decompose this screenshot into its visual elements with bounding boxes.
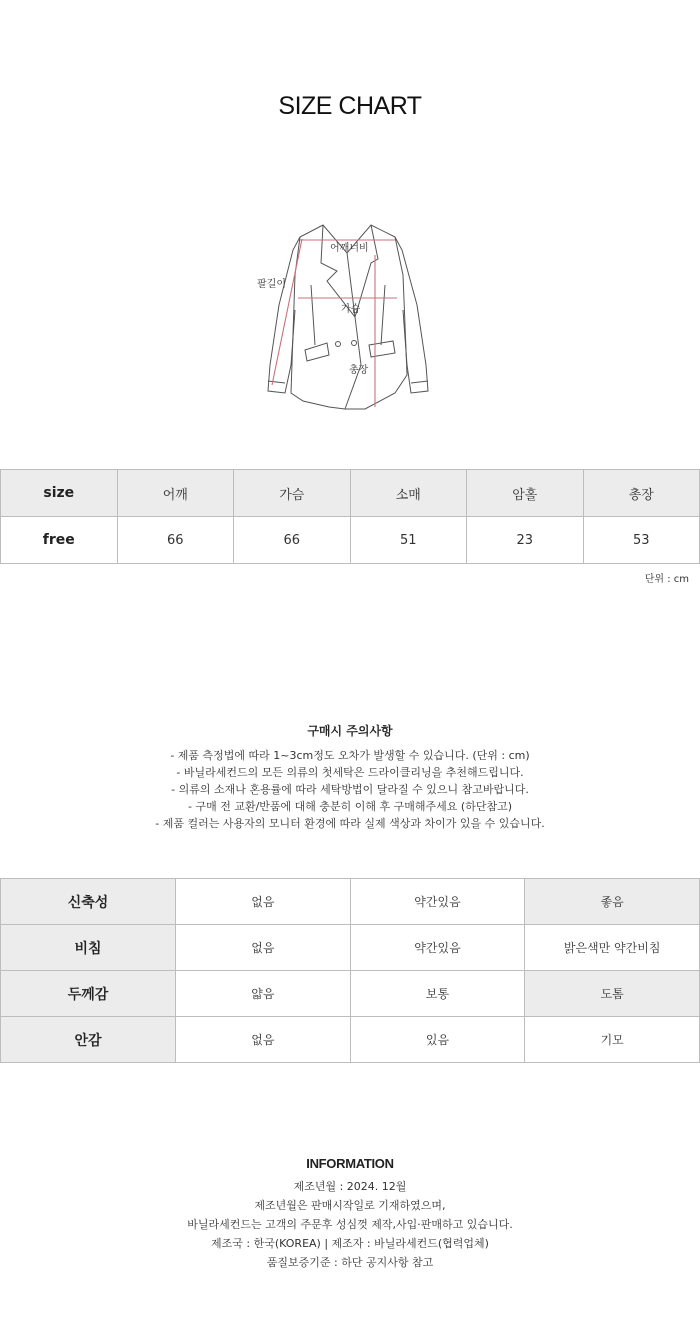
property-option: 없음 <box>176 925 351 971</box>
information-line: 바닐라세컨드는 고객의 주문후 성심껏 제작,사입·판매하고 있습니다. <box>187 1218 513 1231</box>
property-label: 신축성 <box>1 879 176 925</box>
size-value-cell: 66 <box>117 517 234 564</box>
size-value-cell: 53 <box>583 517 700 564</box>
property-option: 도톰 <box>525 971 700 1017</box>
notice-title: 구매시 주의사항 <box>307 724 393 738</box>
size-value-cell: free <box>1 517 118 564</box>
property-option: 약간있음 <box>350 925 525 971</box>
notice-line: - 제품 컬러는 사용자의 모니터 환경에 따라 실제 색상과 차이가 있을 수 있습니다. <box>155 817 545 830</box>
property-option: 밝은색만 약간비침 <box>525 925 700 971</box>
size-table-row <box>1 517 700 564</box>
property-row <box>1 1017 700 1063</box>
property-option: 있음 <box>350 1017 525 1063</box>
property-row <box>1 925 700 971</box>
property-option: 보통 <box>350 971 525 1017</box>
notice-line: - 바닐라세컨드의 모든 의류의 첫세탁은 드라이클리닝을 추천해드립니다. <box>176 766 524 779</box>
size-value-cell: 66 <box>234 517 351 564</box>
size-value-cell: 23 <box>467 517 584 564</box>
notice-line: - 의류의 소재나 혼용률에 따라 세탁방법이 달라질 수 있으니 참고바랍니다. <box>171 783 529 796</box>
shoulder-label: 어깨너비 <box>330 243 369 254</box>
property-row <box>1 879 700 925</box>
sleeve-label: 팔길이 <box>257 279 286 290</box>
property-option: 약간있음 <box>350 879 525 925</box>
product-information <box>0 1156 700 1272</box>
jacket-left-cuff <box>268 381 285 383</box>
length-label: 총장 <box>349 365 369 376</box>
size-header-cell: 가슴 <box>234 470 351 517</box>
jacket-left-pocket <box>305 343 329 361</box>
jacket-left-sleeve <box>268 237 300 393</box>
jacket-right-dart <box>381 285 385 345</box>
jacket-illustration <box>245 215 455 415</box>
size-table-header-row <box>1 470 700 517</box>
information-line: 제조국 : 한국(KOREA) | 제조자 : 바닐라세컨드(협력업체) <box>211 1237 489 1250</box>
property-option: 없음 <box>176 879 351 925</box>
size-header-cell: 어깨 <box>117 470 234 517</box>
information-line: 제조년월 : 2024. 12월 <box>293 1180 407 1193</box>
notice-line: - 구매 전 교환/반품에 대해 충분히 이해 후 구매해주세요 (하단참고) <box>187 800 512 813</box>
property-option: 얇음 <box>176 971 351 1017</box>
jacket-hem-overlap <box>345 317 361 409</box>
information-line: 제조년월은 판매시작일로 기재하였으며, <box>254 1199 446 1212</box>
chest-label: 가슴 <box>341 304 361 315</box>
property-row <box>1 971 700 1017</box>
property-option: 없음 <box>176 1017 351 1063</box>
jacket-diagram <box>245 215 455 415</box>
size-header-cell: 총장 <box>583 470 700 517</box>
size-header-cell: 암홀 <box>467 470 584 517</box>
property-option: 기모 <box>525 1017 700 1063</box>
jacket-button-right <box>352 341 357 346</box>
unit-note: 단위 : cm <box>644 574 689 585</box>
size-header-cell: size <box>1 470 118 517</box>
jacket-button-left <box>336 342 341 347</box>
size-header-cell: 소매 <box>350 470 467 517</box>
jacket-left-dart <box>311 285 315 345</box>
size-table <box>0 469 700 564</box>
property-label: 안감 <box>1 1017 176 1063</box>
notice-line: - 제품 측정법에 따라 1~3cm정도 오차가 발생할 수 있습니다. (단위 : cm) <box>170 749 530 762</box>
sleeve-measure-line <box>272 239 302 385</box>
information-line: 품질보증기준 : 하단 공지사항 참고 <box>266 1256 434 1269</box>
size-value-cell: 51 <box>350 517 467 564</box>
jacket-right-pocket <box>369 341 395 357</box>
purchase-notice <box>0 722 700 832</box>
page-title: SIZE CHART <box>278 92 422 120</box>
fabric-properties-table <box>0 878 700 1063</box>
jacket-right-cuff <box>411 381 428 383</box>
property-label: 두께감 <box>1 971 176 1017</box>
property-option: 좋음 <box>525 879 700 925</box>
information-title: INFORMATION <box>306 1156 394 1171</box>
property-label: 비침 <box>1 925 176 971</box>
